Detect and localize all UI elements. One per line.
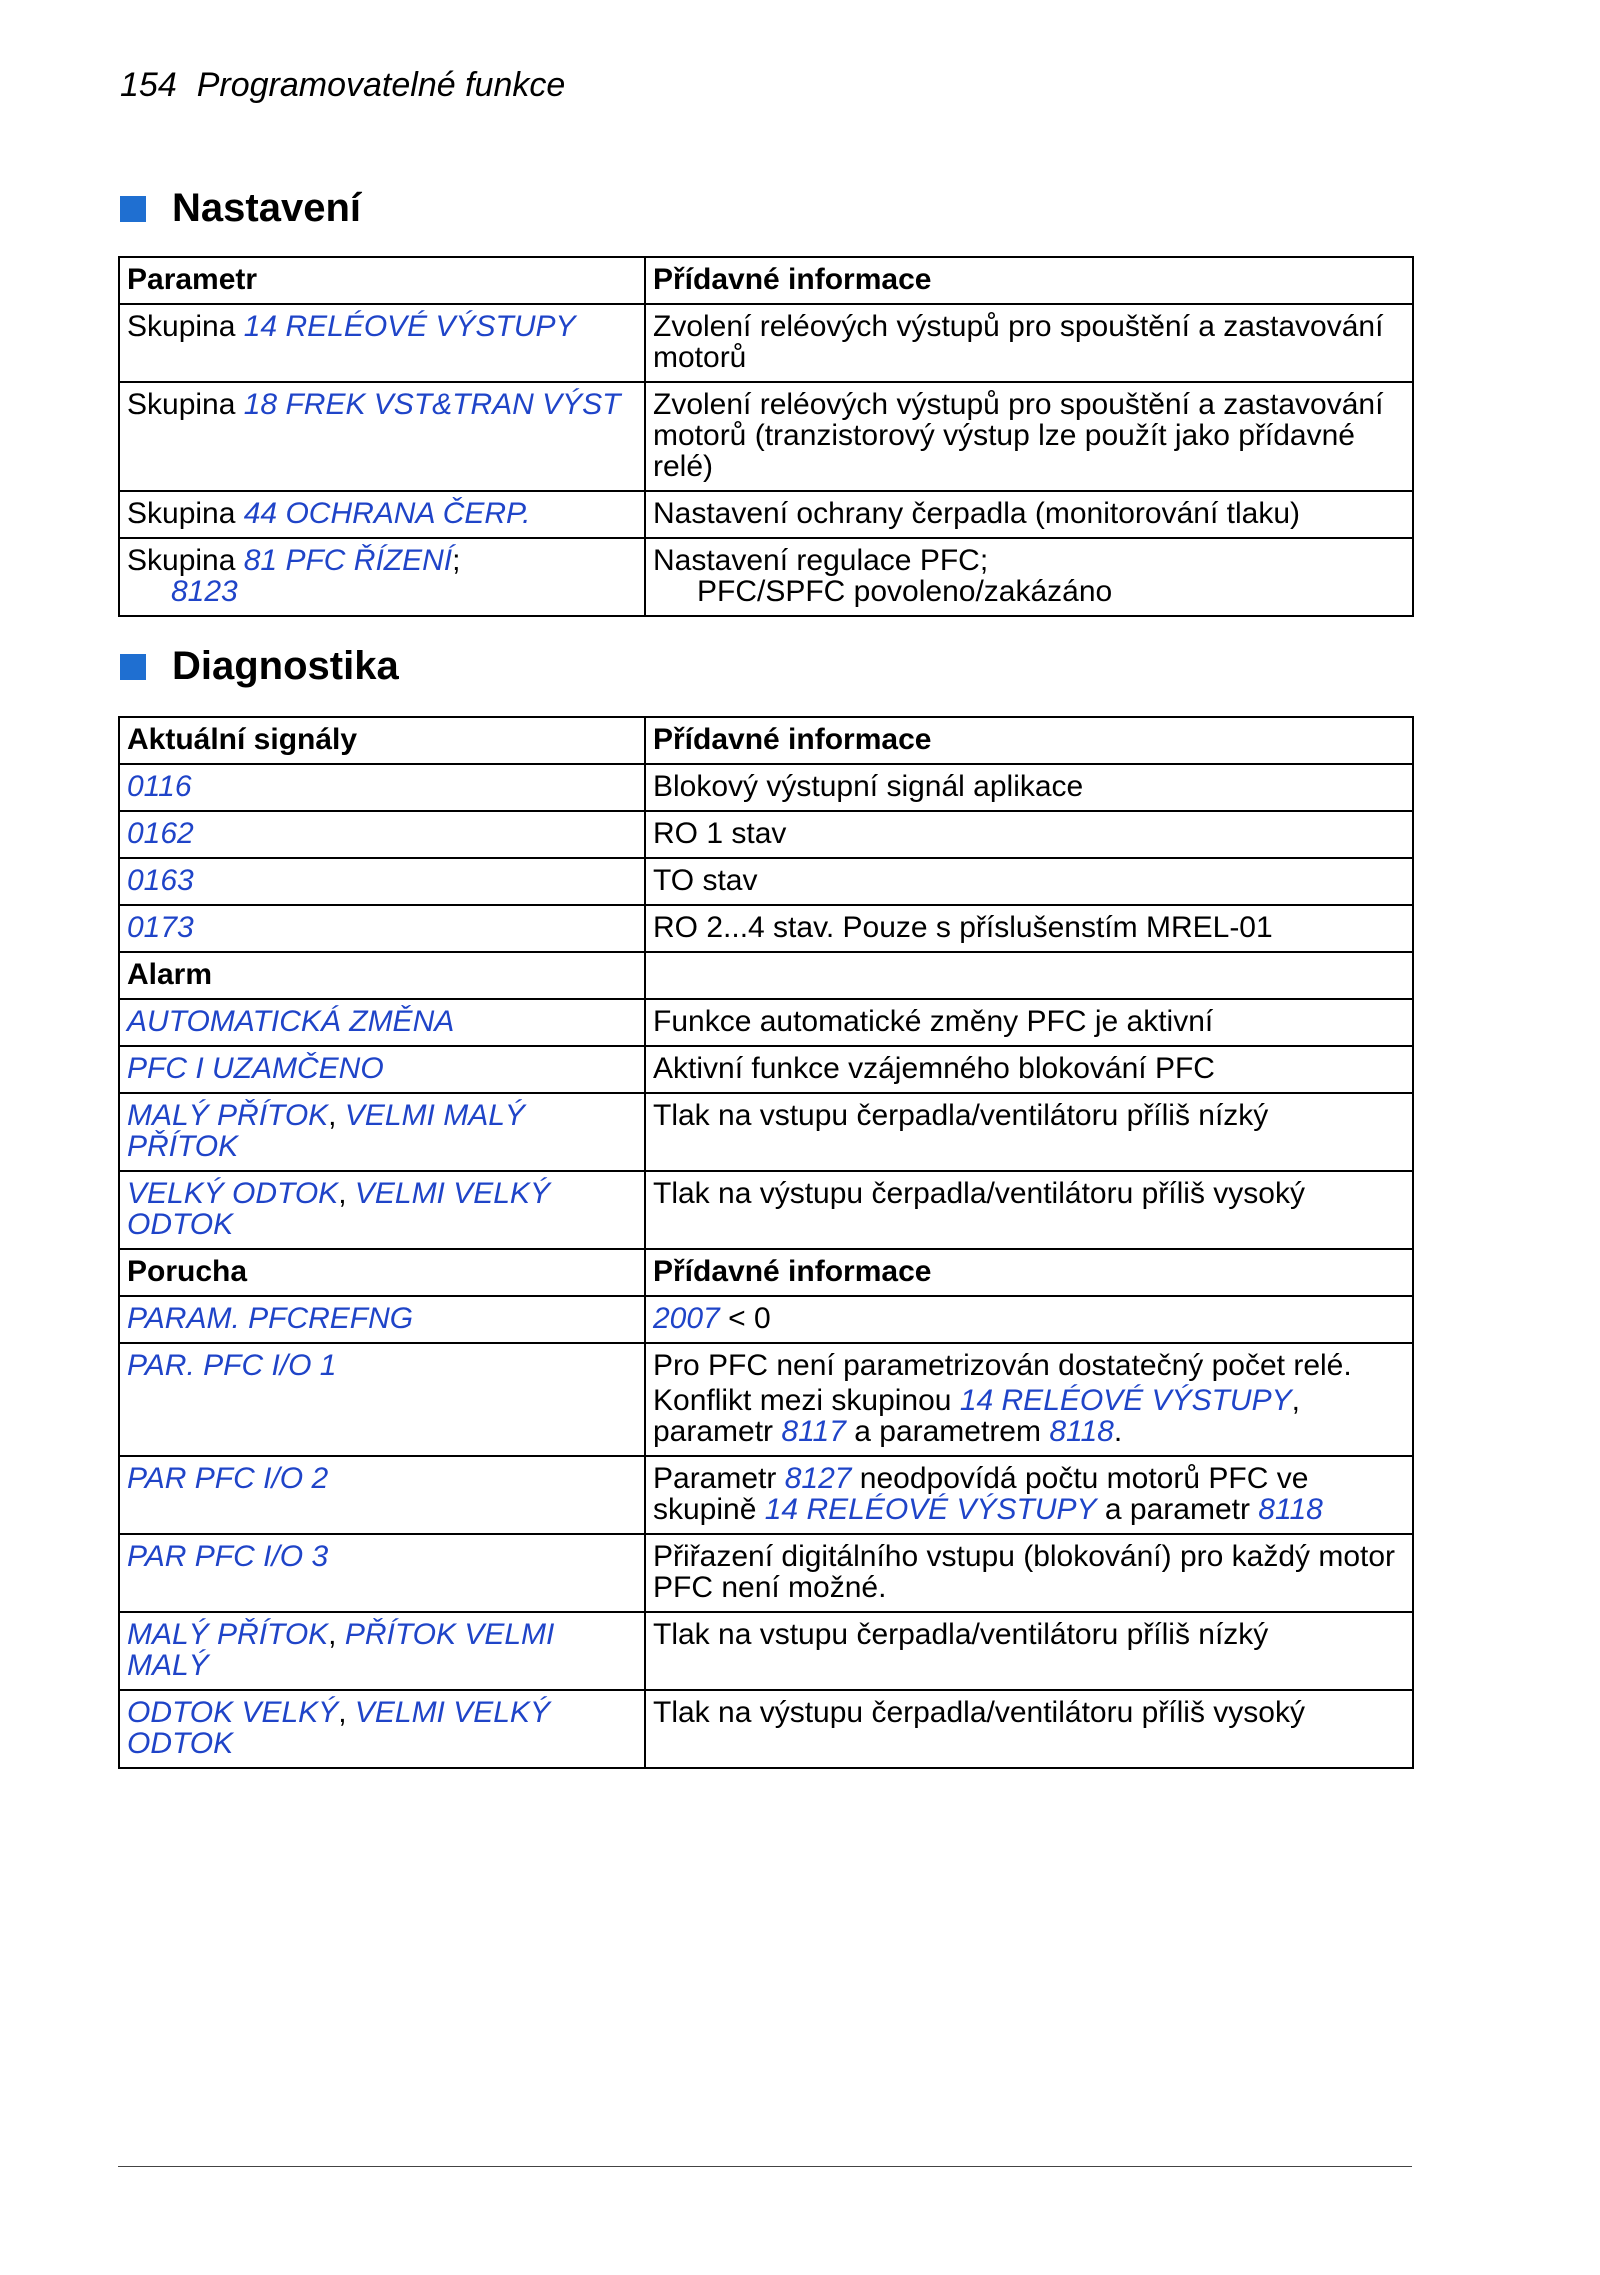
table-row: [119, 1456, 1413, 1534]
table-row-alarm-header: [119, 952, 1413, 999]
fault-col-header-info: Přídavné informace: [645, 1249, 1413, 1296]
table-row: [119, 1612, 1413, 1690]
chapter-title: Programovatelné funkce: [196, 66, 566, 104]
param-link[interactable]: 44 OCHRANA ČERP.: [243, 497, 531, 530]
table-row: [119, 999, 1413, 1046]
alarm-link[interactable]: VELMI VELKÝ ODTOK: [127, 1177, 550, 1241]
info-cell: [645, 1456, 1413, 1534]
info-cell: RO 2...4 stav. Pouze s příslušenstím MREL-01: [645, 905, 1413, 952]
section-bullet-icon: [120, 196, 146, 222]
info-cell: [645, 1296, 1413, 1343]
table-row: [119, 1534, 1413, 1612]
fault-link[interactable]: PAR PFC I/O 3: [127, 1540, 329, 1573]
info-cell: Zvolení reléových výstupů pro spouštění a zastavování motorů (tranzistorový výstup lze použít jako přídavné relé): [645, 382, 1413, 491]
table-row: [119, 538, 1413, 616]
running-head: [120, 66, 565, 105]
table-header-row: [119, 717, 1413, 764]
signal-cell: [119, 858, 645, 905]
param-cell: [119, 538, 645, 616]
param-link[interactable]: 14 RELÉOVÉ VÝSTUPY: [243, 310, 576, 343]
info-line: Pro PFC není parametrizován dostatečný počet relé.: [653, 1349, 1352, 1382]
alarm-label: Alarm: [119, 952, 645, 999]
table-row: [119, 764, 1413, 811]
fault-cell: [119, 1296, 645, 1343]
signal-cell: [119, 764, 645, 811]
fault-link[interactable]: MALÝ PŘÍTOK: [127, 1618, 329, 1651]
info-cell: Přiřazení digitálního vstupu (blokování) pro každý motor PFC není možné.: [645, 1534, 1413, 1612]
param-link[interactable]: 18 FREK VST&TRAN VÝST: [243, 388, 621, 421]
info-cell: Zvolení reléových výstupů pro spouštění a zastavování motorů: [645, 304, 1413, 382]
info-cell: [645, 538, 1413, 616]
alarm-cell: [119, 1171, 645, 1249]
signal-link[interactable]: 0162: [127, 817, 194, 850]
param-prefix: Skupina: [127, 388, 244, 421]
info-cell: Blokový výstupní signál aplikace: [645, 764, 1413, 811]
info-cell: Aktivní funkce vzájemného blokování PFC: [645, 1046, 1413, 1093]
info-text: .: [1113, 1415, 1123, 1448]
info-text: Konflikt mezi skupinou: [653, 1384, 960, 1417]
table-row-fault-header: [119, 1249, 1413, 1296]
signal-link[interactable]: 0173: [127, 911, 194, 944]
signal-link[interactable]: 0163: [127, 864, 194, 897]
signal-cell: [119, 905, 645, 952]
info-cell: Nastavení ochrany čerpadla (monitorování tlaku): [645, 491, 1413, 538]
param-link-8123[interactable]: 8123: [171, 575, 238, 608]
separator: ,: [328, 1618, 345, 1651]
signal-cell: [119, 811, 645, 858]
param-link[interactable]: 8118: [1049, 1415, 1114, 1448]
table-row: [119, 858, 1413, 905]
section-title-diagnostika: [120, 644, 399, 689]
group-link[interactable]: 14 RELÉOVÉ VÝSTUPY: [764, 1493, 1097, 1526]
section-bullet-icon: [120, 654, 146, 680]
info-cell: Tlak na výstupu čerpadla/ventilátoru příliš vysoký: [645, 1690, 1413, 1768]
empty-cell: [645, 952, 1413, 999]
info-cell: Tlak na vstupu čerpadla/ventilátoru příliš nízký: [645, 1612, 1413, 1690]
fault-link[interactable]: ODTOK VELKÝ: [127, 1696, 339, 1729]
table-row: [119, 491, 1413, 538]
col-header-info: Přídavné informace: [645, 717, 1413, 764]
param-link[interactable]: 2007: [653, 1302, 720, 1335]
section-title-text: Nastavení: [172, 186, 361, 230]
table-row: [119, 304, 1413, 382]
param-prefix: Skupina: [127, 544, 244, 577]
separator: ,: [328, 1099, 345, 1132]
table-row: [119, 1296, 1413, 1343]
fault-link[interactable]: PAR. PFC I/O 1: [127, 1349, 337, 1382]
param-link[interactable]: 8127: [784, 1462, 852, 1495]
fault-cell: [119, 1343, 645, 1456]
alarm-link[interactable]: MALÝ PŘÍTOK: [127, 1099, 329, 1132]
info-cell: [645, 1343, 1413, 1456]
info-text: < 0: [719, 1302, 771, 1335]
alarm-link[interactable]: PFC I UZAMČENO: [127, 1052, 384, 1085]
info-text: a parametr: [1096, 1493, 1259, 1526]
table-row: [119, 1690, 1413, 1768]
param-link[interactable]: 8117: [781, 1415, 846, 1448]
fault-cell: [119, 1456, 645, 1534]
col-header-parametr: Parametr: [119, 257, 645, 304]
fault-cell: [119, 1612, 645, 1690]
info-cell: TO stav: [645, 858, 1413, 905]
section-title-text: Diagnostika: [172, 644, 399, 688]
alarm-link[interactable]: AUTOMATICKÁ ZMĚNA: [127, 1005, 455, 1038]
page-number: 154: [120, 66, 177, 104]
info-line: PFC/SPFC povoleno/zakázáno: [697, 575, 1113, 608]
info-line: Nastavení regulace PFC;: [653, 544, 989, 577]
nastaveni-table: [118, 256, 1414, 617]
separator: ,: [338, 1696, 355, 1729]
col-header-info: Přídavné informace: [645, 257, 1413, 304]
diagnostika-table: [118, 716, 1414, 1769]
alarm-cell: [119, 1046, 645, 1093]
param-cell: [119, 304, 645, 382]
alarm-cell: [119, 1093, 645, 1171]
alarm-link[interactable]: VELMI MALÝ PŘÍTOK: [127, 1099, 525, 1163]
info-cell: Tlak na výstupu čerpadla/ventilátoru příliš vysoký: [645, 1171, 1413, 1249]
signal-link[interactable]: 0116: [127, 770, 192, 803]
fault-label: Porucha: [119, 1249, 645, 1296]
section-title-nastaveni: [120, 186, 361, 231]
fault-cell: [119, 1534, 645, 1612]
group-link[interactable]: 14 RELÉOVÉ VÝSTUPY: [959, 1384, 1292, 1417]
fault-cell: [119, 1690, 645, 1768]
table-row: [119, 1046, 1413, 1093]
alarm-cell: [119, 999, 645, 1046]
info-text: Parametr: [653, 1462, 785, 1495]
separator: ;: [452, 544, 461, 577]
col-header-signals: Aktuální signály: [119, 717, 645, 764]
param-prefix: Skupina: [127, 310, 244, 343]
info-text: , parametr: [653, 1384, 1300, 1448]
fault-link[interactable]: VELMI VELKÝ ODTOK: [127, 1696, 550, 1760]
fault-link[interactable]: PARAM. PFCREFNG: [127, 1302, 414, 1335]
param-link[interactable]: 8118: [1258, 1493, 1323, 1526]
alarm-link[interactable]: VELKÝ ODTOK: [127, 1177, 339, 1210]
param-prefix: Skupina: [127, 497, 244, 530]
table-header-row: [119, 257, 1413, 304]
info-cell: Tlak na vstupu čerpadla/ventilátoru příliš nízký: [645, 1093, 1413, 1171]
param-cell: [119, 491, 645, 538]
info-text: a parametrem: [845, 1415, 1050, 1448]
table-row: [119, 382, 1413, 491]
info-cell: RO 1 stav: [645, 811, 1413, 858]
table-row: [119, 1093, 1413, 1171]
fault-link[interactable]: PŘÍTOK VELMI MALÝ: [127, 1618, 555, 1682]
table-row: [119, 1171, 1413, 1249]
info-cell: Funkce automatické změny PFC je aktivní: [645, 999, 1413, 1046]
info-text: neodpovídá počtu motorů PFC ve skupině: [653, 1462, 1309, 1526]
footer-divider: [118, 2166, 1412, 2167]
table-row: [119, 1343, 1413, 1456]
param-link[interactable]: 81 PFC ŘÍZENÍ: [243, 544, 453, 577]
param-cell: [119, 382, 645, 491]
table-row: [119, 905, 1413, 952]
table-row: [119, 811, 1413, 858]
fault-link[interactable]: PAR PFC I/O 2: [127, 1462, 329, 1495]
separator: ,: [338, 1177, 355, 1210]
